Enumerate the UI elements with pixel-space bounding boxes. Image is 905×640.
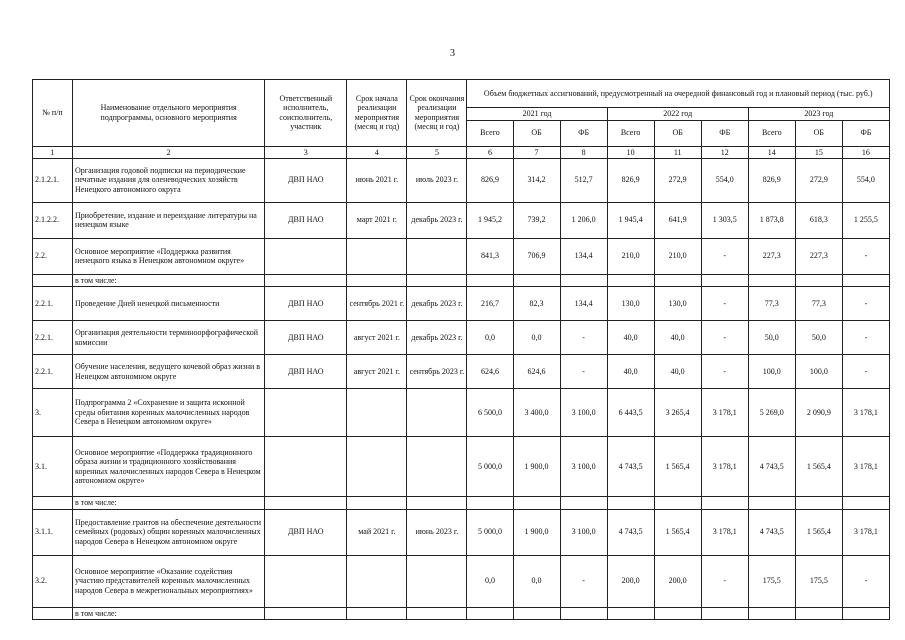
- row-end: [407, 437, 467, 497]
- column-number: 6: [467, 146, 513, 158]
- row-value: 739,2: [513, 202, 560, 238]
- column-number: 7: [513, 146, 560, 158]
- row-responsible: [265, 274, 347, 287]
- row-value: 512,7: [560, 158, 607, 202]
- row-end: [407, 497, 467, 510]
- row-value: -: [560, 321, 607, 355]
- row-responsible: ДВП НАО: [265, 321, 347, 355]
- row-end: [407, 238, 467, 274]
- row-value: 227,3: [748, 238, 795, 274]
- row-value: [607, 607, 654, 620]
- header-subcolumn: ОБ: [513, 120, 560, 146]
- row-value: 216,7: [467, 287, 513, 321]
- row-start: [347, 497, 407, 510]
- row-value: 3 178,1: [701, 437, 748, 497]
- row-start: [347, 274, 407, 287]
- row-value: [467, 497, 513, 510]
- table-row: [33, 238, 890, 274]
- row-number: 2.1.2.1.: [33, 158, 73, 202]
- row-value: 100,0: [795, 355, 842, 389]
- table-row: [33, 287, 890, 321]
- row-responsible: ДВП НАО: [265, 287, 347, 321]
- header-subcolumn: ФБ: [842, 120, 889, 146]
- row-value: 5 000,0: [467, 437, 513, 497]
- header-year: 2022 год: [607, 108, 748, 121]
- row-value: 314,2: [513, 158, 560, 202]
- row-value: 624,6: [513, 355, 560, 389]
- row-value: [842, 607, 889, 620]
- row-value: 1 565,4: [654, 437, 701, 497]
- row-value: 3 400,0: [513, 389, 560, 437]
- row-value: [513, 497, 560, 510]
- row-end: декабрь 2023 г.: [407, 202, 467, 238]
- row-value: 1 206,0: [560, 202, 607, 238]
- row-value: 1 303,5: [701, 202, 748, 238]
- row-end: [407, 274, 467, 287]
- row-value: 826,9: [607, 158, 654, 202]
- row-responsible: ДВП НАО: [265, 355, 347, 389]
- row-value: [654, 274, 701, 287]
- header-subcolumn: ОБ: [654, 120, 701, 146]
- row-value: 1 565,4: [795, 509, 842, 555]
- table-row: [33, 437, 890, 497]
- row-number: 3.1.1.: [33, 509, 73, 555]
- row-end: декабрь 2023 г.: [407, 321, 467, 355]
- row-value: -: [842, 555, 889, 607]
- row-value: 3 178,1: [701, 389, 748, 437]
- row-value: 3 100,0: [560, 437, 607, 497]
- row-name: в том числе:: [73, 497, 265, 510]
- row-start: [347, 437, 407, 497]
- header-start: Срок начала реализации мероприятия (месяц и год): [347, 80, 407, 147]
- row-responsible: [265, 555, 347, 607]
- row-start: август 2021 г.: [347, 321, 407, 355]
- row-start: [347, 389, 407, 437]
- row-number: 2.2.1.: [33, 287, 73, 321]
- row-value: -: [701, 355, 748, 389]
- row-value: 1 565,4: [654, 509, 701, 555]
- row-responsible: ДВП НАО: [265, 158, 347, 202]
- column-number: 12: [701, 146, 748, 158]
- row-start: [347, 238, 407, 274]
- row-value: 554,0: [842, 158, 889, 202]
- row-number: [33, 607, 73, 620]
- row-value: 3 178,1: [842, 437, 889, 497]
- row-value: 3 178,1: [842, 389, 889, 437]
- row-value: 641,9: [654, 202, 701, 238]
- row-value: -: [842, 287, 889, 321]
- row-value: -: [560, 555, 607, 607]
- header-responsible: Ответственный исполнитель, соисполнитель, участник: [265, 80, 347, 147]
- row-value: 624,6: [467, 355, 513, 389]
- row-end: июнь 2023 г.: [407, 509, 467, 555]
- table-row: [33, 509, 890, 555]
- row-value: 3 178,1: [701, 509, 748, 555]
- row-value: 50,0: [748, 321, 795, 355]
- row-value: 4 743,5: [748, 509, 795, 555]
- row-value: 3 100,0: [560, 509, 607, 555]
- table-row: [33, 389, 890, 437]
- header-name: Наименование отдельного мероприятия подпрограммы, основного мероприятия: [73, 80, 265, 147]
- column-number: 16: [842, 146, 889, 158]
- row-value: 6 443,5: [607, 389, 654, 437]
- row-value: 40,0: [654, 321, 701, 355]
- row-value: 5 000,0: [467, 509, 513, 555]
- row-value: [560, 607, 607, 620]
- row-name: в том числе:: [73, 274, 265, 287]
- row-value: [467, 274, 513, 287]
- header-year: 2023 год: [748, 108, 889, 121]
- row-end: [407, 389, 467, 437]
- row-end: июль 2023 г.: [407, 158, 467, 202]
- row-value: 200,0: [607, 555, 654, 607]
- row-end: сентябрь 2023 г.: [407, 355, 467, 389]
- row-value: -: [701, 555, 748, 607]
- budget-table: [32, 79, 890, 620]
- row-value: 210,0: [607, 238, 654, 274]
- row-end: [407, 555, 467, 607]
- table-row: [33, 555, 890, 607]
- row-value: 6 500,0: [467, 389, 513, 437]
- column-number: 1: [33, 146, 73, 158]
- row-value: -: [701, 287, 748, 321]
- row-value: [513, 274, 560, 287]
- row-value: 0,0: [513, 321, 560, 355]
- row-value: 0,0: [513, 555, 560, 607]
- column-number: 5: [407, 146, 467, 158]
- row-value: 175,5: [748, 555, 795, 607]
- row-responsible: [265, 607, 347, 620]
- column-number: 10: [607, 146, 654, 158]
- row-value: -: [842, 355, 889, 389]
- header-num: № п/п: [33, 80, 73, 147]
- header-subcolumn: Всего: [607, 120, 654, 146]
- table-row: [33, 274, 890, 287]
- row-value: 4 743,5: [607, 437, 654, 497]
- row-value: [748, 274, 795, 287]
- row-value: [795, 274, 842, 287]
- row-start: сентябрь 2021 г.: [347, 287, 407, 321]
- column-number: 14: [748, 146, 795, 158]
- row-responsible: ДВП НАО: [265, 509, 347, 555]
- column-number: 2: [73, 146, 265, 158]
- row-responsible: ДВП НАО: [265, 202, 347, 238]
- row-value: [654, 497, 701, 510]
- row-number: 3.: [33, 389, 73, 437]
- row-value: -: [842, 321, 889, 355]
- row-value: 4 743,5: [607, 509, 654, 555]
- row-value: 272,9: [795, 158, 842, 202]
- header-subcolumn: Всего: [748, 120, 795, 146]
- row-value: 40,0: [607, 355, 654, 389]
- row-value: 5 269,0: [748, 389, 795, 437]
- column-number: 3: [265, 146, 347, 158]
- row-value: [748, 607, 795, 620]
- row-start: май 2021 г.: [347, 509, 407, 555]
- row-name: Приобретение, издание и переиздание литературы на ненецком языке: [73, 202, 265, 238]
- row-value: -: [701, 321, 748, 355]
- row-value: 2 090,9: [795, 389, 842, 437]
- row-number: 2.2.1.: [33, 355, 73, 389]
- row-name: Подпрограмма 2 «Сохранение и защита исконной среды обитания коренных малочисленных народов Севера в Ненецком автономном округе»: [73, 389, 265, 437]
- row-value: [842, 497, 889, 510]
- row-value: [560, 274, 607, 287]
- row-value: [607, 497, 654, 510]
- row-value: -: [560, 355, 607, 389]
- row-name: Предоставление грантов на обеспечение деятельности семейных (родовых) общин коренных малочисленных народов Севера в Ненецком автономном округе: [73, 509, 265, 555]
- table-row: [33, 607, 890, 620]
- row-value: 210,0: [654, 238, 701, 274]
- table-row: [33, 355, 890, 389]
- row-number: 2.2.: [33, 238, 73, 274]
- row-value: [701, 497, 748, 510]
- row-value: [701, 274, 748, 287]
- row-value: 1 873,8: [748, 202, 795, 238]
- row-value: 272,9: [654, 158, 701, 202]
- row-responsible: [265, 238, 347, 274]
- row-name: в том числе:: [73, 607, 265, 620]
- column-number: 8: [560, 146, 607, 158]
- row-value: 1 565,4: [795, 437, 842, 497]
- header-subcolumn: ФБ: [701, 120, 748, 146]
- row-value: 175,5: [795, 555, 842, 607]
- row-value: 130,0: [654, 287, 701, 321]
- row-value: 826,9: [467, 158, 513, 202]
- row-value: [654, 607, 701, 620]
- row-value: [513, 607, 560, 620]
- row-value: 1 255,5: [842, 202, 889, 238]
- row-value: 100,0: [748, 355, 795, 389]
- row-value: 4 743,5: [748, 437, 795, 497]
- header-year: 2021 год: [467, 108, 607, 121]
- row-value: 134,4: [560, 238, 607, 274]
- row-value: [607, 274, 654, 287]
- row-value: 3 100,0: [560, 389, 607, 437]
- row-end: [407, 607, 467, 620]
- table-row: [33, 202, 890, 238]
- row-value: 554,0: [701, 158, 748, 202]
- row-start: март 2021 г.: [347, 202, 407, 238]
- row-value: [467, 607, 513, 620]
- row-value: 826,9: [748, 158, 795, 202]
- row-number: [33, 274, 73, 287]
- row-number: 2.2.1.: [33, 321, 73, 355]
- row-value: -: [701, 238, 748, 274]
- row-start: [347, 555, 407, 607]
- row-name: Организация годовой подписки на периодические печатные издания для оленеводческих хозяйств Ненецкого автономного округа: [73, 158, 265, 202]
- row-value: -: [842, 238, 889, 274]
- table-row: [33, 158, 890, 202]
- header-budget: Объем бюджетных ассигнований, предусмотренный на очередной финансовый год и плановый период (тыс. руб.): [467, 80, 890, 108]
- column-number: 15: [795, 146, 842, 158]
- row-value: 3 265,4: [654, 389, 701, 437]
- row-value: [560, 497, 607, 510]
- row-start: август 2021 г.: [347, 355, 407, 389]
- row-value: 841,3: [467, 238, 513, 274]
- row-value: 3 178,1: [842, 509, 889, 555]
- row-value: 77,3: [748, 287, 795, 321]
- table-row: [33, 497, 890, 510]
- row-responsible: [265, 389, 347, 437]
- column-number: 11: [654, 146, 701, 158]
- column-number: 4: [347, 146, 407, 158]
- row-value: [748, 497, 795, 510]
- row-number: 3.2.: [33, 555, 73, 607]
- row-value: 0,0: [467, 555, 513, 607]
- row-value: 130,0: [607, 287, 654, 321]
- row-value: 200,0: [654, 555, 701, 607]
- row-value: 40,0: [654, 355, 701, 389]
- row-value: [701, 607, 748, 620]
- row-responsible: [265, 437, 347, 497]
- row-name: Организация деятельности терминоорфографической комиссии: [73, 321, 265, 355]
- page-number: 3: [450, 48, 455, 59]
- row-number: [33, 497, 73, 510]
- row-value: 0,0: [467, 321, 513, 355]
- header-subcolumn: ФБ: [560, 120, 607, 146]
- row-number: 2.1.2.2.: [33, 202, 73, 238]
- row-value: 134,4: [560, 287, 607, 321]
- row-value: 1 945,2: [467, 202, 513, 238]
- row-value: 1 945,4: [607, 202, 654, 238]
- row-value: 227,3: [795, 238, 842, 274]
- row-name: Обучение населения, ведущего кочевой образ жизни в Ненецком автономном округе: [73, 355, 265, 389]
- row-value: 1 900,0: [513, 509, 560, 555]
- header-subcolumn: ОБ: [795, 120, 842, 146]
- row-value: 50,0: [795, 321, 842, 355]
- row-name: Основное мероприятие «Оказание содействия участию представителей коренных малочисленных народов Севера в межрегиональных мероприятиях»: [73, 555, 265, 607]
- row-value: 1 900,0: [513, 437, 560, 497]
- row-start: [347, 607, 407, 620]
- header-subcolumn: Всего: [467, 120, 513, 146]
- row-responsible: [265, 497, 347, 510]
- row-value: 618,3: [795, 202, 842, 238]
- row-name: Основное мероприятие «Поддержка развития ненецкого языка в Ненецком автономном округе»: [73, 238, 265, 274]
- row-value: 40,0: [607, 321, 654, 355]
- row-value: 706,9: [513, 238, 560, 274]
- row-value: 77,3: [795, 287, 842, 321]
- row-end: декабрь 2023 г.: [407, 287, 467, 321]
- row-start: июнь 2021 г.: [347, 158, 407, 202]
- row-number: 3.1.: [33, 437, 73, 497]
- row-name: Основное мероприятие «Поддержка традиционного образа жизни и традиционного хозяйствования коренных малочисленных народов Севера в Ненецком автономном округе»: [73, 437, 265, 497]
- header-end: Срок окончания реализации мероприятия (месяц и год): [407, 80, 467, 147]
- table-row: [33, 321, 890, 355]
- row-value: [795, 497, 842, 510]
- row-value: [795, 607, 842, 620]
- row-value: [842, 274, 889, 287]
- row-name: Проведение Дней ненецкой письменности: [73, 287, 265, 321]
- row-value: 82,3: [513, 287, 560, 321]
